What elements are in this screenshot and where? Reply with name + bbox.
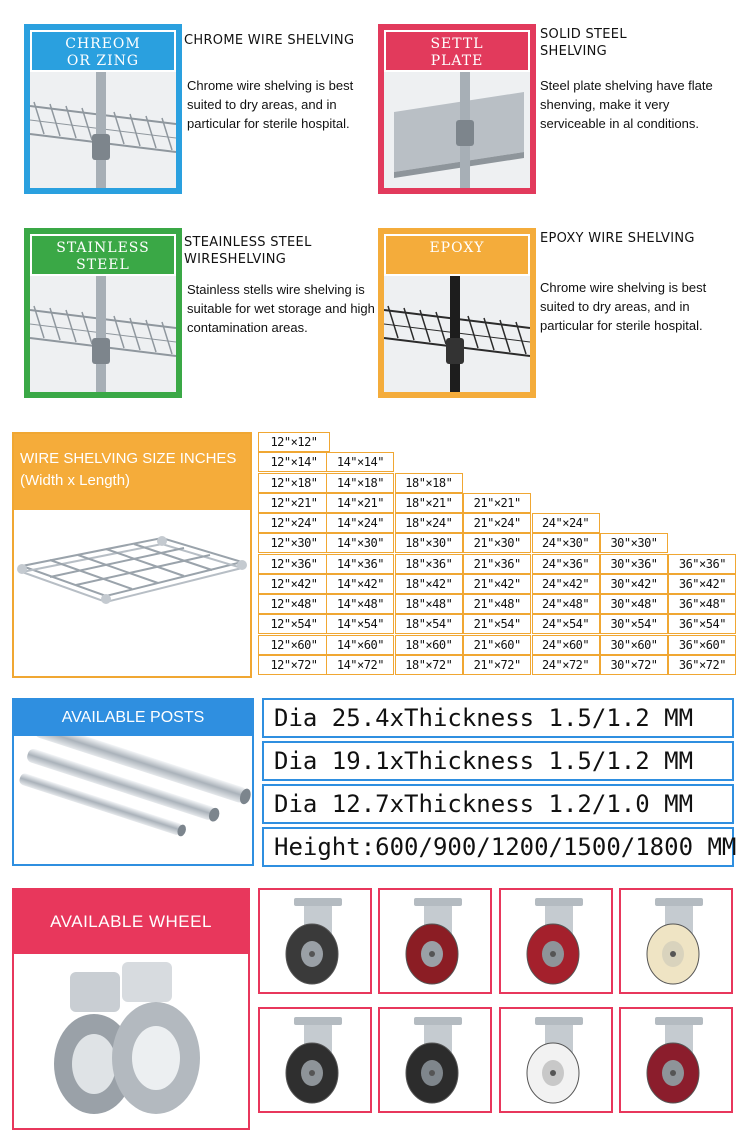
wheel-option [378, 1007, 492, 1113]
size-cell: 30"×72" [600, 655, 668, 675]
type-tag: EPOXY [384, 234, 530, 276]
size-cell: 12"×21" [258, 493, 330, 513]
size-cell: 21"×30" [463, 533, 531, 553]
wheel-option [499, 1007, 613, 1113]
size-cell: 14"×24" [326, 513, 394, 533]
size-cell: 14"×18" [326, 473, 394, 493]
size-cell: 14"×14" [326, 452, 394, 472]
size-cell: 24"×60" [532, 635, 600, 655]
size-cell: 18"×30" [395, 533, 463, 553]
stainless-shelf-photo [30, 276, 176, 392]
size-cell: 21"×21" [463, 493, 531, 513]
size-cell: 14"×54" [326, 614, 394, 634]
size-cell: 21"×24" [463, 513, 531, 533]
size-cell: 36"×48" [668, 594, 736, 614]
size-cell: 30"×48" [600, 594, 668, 614]
size-cell: 36"×42" [668, 574, 736, 594]
size-cell: 14"×42" [326, 574, 394, 594]
post-spec-row: Dia 19.1xThickness 1.5/1.2 MM [262, 741, 734, 781]
stainless-shelf-photo-graphic [30, 276, 176, 392]
wire-shelf-photo [14, 510, 250, 676]
type-title: EPOXY WIRE SHELVING [540, 231, 695, 246]
size-cell: 18"×42" [395, 574, 463, 594]
wheel-option [258, 888, 372, 994]
size-cell: 18"×21" [395, 493, 463, 513]
size-panel [12, 432, 252, 678]
size-cell: 30"×60" [600, 635, 668, 655]
size-cell: 21"×48" [463, 594, 531, 614]
caster-brake-grey-icon [260, 890, 370, 992]
size-cell: 12"×14" [258, 452, 330, 472]
type-title: STEAINLESS STEEL WIRESHELVING [184, 235, 312, 267]
post-spec-row: Dia 12.7xThickness 1.2/1.0 MM [262, 784, 734, 824]
post-spec-row: Height:600/900/1200/1500/1800 MM [262, 827, 734, 867]
type-tag: STAINLESS STEEL [30, 234, 176, 276]
shelving-type-card [24, 24, 182, 194]
size-cell: 21"×60" [463, 635, 531, 655]
size-cell: 14"×21" [326, 493, 394, 513]
size-cell: 18"×18" [395, 473, 463, 493]
caster-rigid-grey-icon [260, 1009, 370, 1111]
size-cell: 12"×54" [258, 614, 330, 634]
size-cell: 14"×48" [326, 594, 394, 614]
caster-swivel-black-icon [380, 1009, 490, 1111]
caster-swivel-white-icon [501, 1009, 611, 1111]
caster-brake-red-icon [501, 890, 611, 992]
epoxy-shelf-photo-graphic [384, 276, 530, 392]
size-cell: 14"×60" [326, 635, 394, 655]
wheel-option [619, 888, 733, 994]
twin-caster-photo [14, 954, 248, 1128]
size-cell: 12"×72" [258, 655, 330, 675]
posts-title: AVAILABLE POSTS [14, 700, 252, 736]
type-tag: SETTL PLATE [384, 30, 530, 72]
size-cell: 18"×24" [395, 513, 463, 533]
size-cell: 14"×72" [326, 655, 394, 675]
size-cell: 21"×72" [463, 655, 531, 675]
caster-swivel-cream-icon [621, 890, 731, 992]
size-cell: 18"×72" [395, 655, 463, 675]
epoxy-shelf-photo [384, 276, 530, 392]
posts-panel [12, 698, 254, 866]
size-cell: 12"×48" [258, 594, 330, 614]
size-cell: 24"×36" [532, 554, 600, 574]
size-cell: 18"×54" [395, 614, 463, 634]
posts-photo [14, 736, 252, 864]
size-cell: 12"×60" [258, 635, 330, 655]
wheel-title: AVAILABLE WHEEL [14, 890, 248, 954]
wheel-option [619, 1007, 733, 1113]
size-header [14, 434, 250, 510]
shelving-type-card [378, 24, 536, 194]
size-cell: 14"×36" [326, 554, 394, 574]
size-cell: 12"×18" [258, 473, 330, 493]
size-cell: 36"×60" [668, 635, 736, 655]
size-title: WIRE SHELVING SIZE INCHES [20, 450, 237, 467]
size-cell: 36"×54" [668, 614, 736, 634]
size-cell: 14"×30" [326, 533, 394, 553]
caster-swivel-red-icon [380, 890, 490, 992]
size-cell: 12"×36" [258, 554, 330, 574]
size-cell: 21"×42" [463, 574, 531, 594]
size-cell: 24"×54" [532, 614, 600, 634]
size-cell: 24"×72" [532, 655, 600, 675]
wheel-option [499, 888, 613, 994]
size-cell: 18"×36" [395, 554, 463, 574]
shelving-type-card [24, 228, 182, 398]
size-cell: 12"×24" [258, 513, 330, 533]
size-cell: 30"×42" [600, 574, 668, 594]
type-description: Steel plate shelving have flate shenving, make it very serviceable in al conditions. [540, 78, 713, 131]
type-description: Stainless stells wire shelving is suitable for wet storage and high contamination areas. [187, 282, 375, 335]
size-cell: 30"×54" [600, 614, 668, 634]
size-cell: 24"×30" [532, 533, 600, 553]
size-cell: 24"×42" [532, 574, 600, 594]
chrome-shelf-photo [30, 72, 176, 188]
size-cell: 30"×30" [600, 533, 668, 553]
wheel-panel [12, 888, 250, 1130]
size-cell: 18"×48" [395, 594, 463, 614]
size-cell: 12"×30" [258, 533, 330, 553]
steel-plate-shelf-photo [384, 72, 530, 188]
chrome-shelf-photo-graphic [30, 72, 176, 188]
caster-swivel-maroon-icon [621, 1009, 731, 1111]
size-cell: 12"×12" [258, 432, 330, 452]
size-cell: 21"×36" [463, 554, 531, 574]
type-title: CHROME WIRE SHELVING [184, 33, 355, 48]
post-spec-row: Dia 25.4xThickness 1.5/1.2 MM [262, 698, 734, 738]
size-cell: 36"×36" [668, 554, 736, 574]
wheel-option [378, 888, 492, 994]
type-description: Chrome wire shelving is best suited to dry areas, and in particular for sterile hospital. [540, 280, 707, 333]
wheel-option [258, 1007, 372, 1113]
size-cell: 21"×54" [463, 614, 531, 634]
size-cell: 24"×48" [532, 594, 600, 614]
size-cell: 12"×42" [258, 574, 330, 594]
type-description: Chrome wire shelving is best suited to dry areas, and in particular for sterile hospital. [187, 78, 354, 131]
size-cell: 18"×60" [395, 635, 463, 655]
size-cell: 30"×36" [600, 554, 668, 574]
type-title: SOLID STEEL SHELVING [540, 27, 627, 59]
shelving-type-card [378, 228, 536, 398]
steel-plate-shelf-photo-graphic [384, 72, 530, 188]
size-subtitle: (Width x Length) [20, 472, 131, 489]
size-cell: 24"×24" [532, 513, 600, 533]
size-cell: 36"×72" [668, 655, 736, 675]
type-tag: CHREOM OR ZING [30, 30, 176, 72]
